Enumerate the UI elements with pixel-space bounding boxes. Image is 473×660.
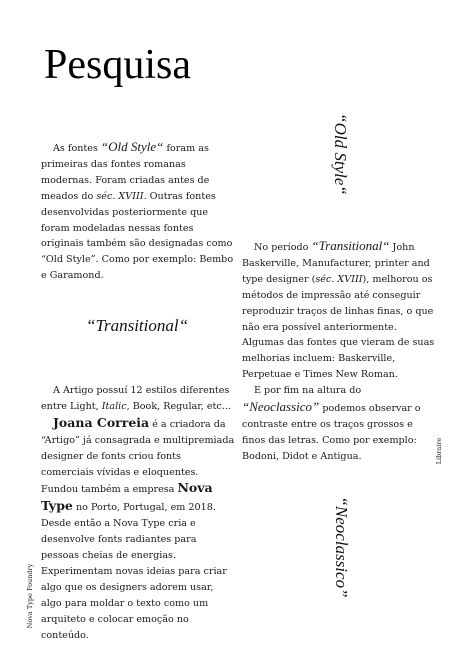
heading-old-style-vertical: “Old Style“ — [331, 113, 350, 195]
name-joana-correia: Joana Correia — [53, 414, 150, 430]
left-paragraph-old-style: As fontes “Old Style“ foram as primeiras das fontes romanas modernas. Foram criadas antes de meados do séc. XVIII. Outras fontes desenvolvidas posteriormente que foram modeladas nessas fontes originais também são designadas como “Old Style”. Como por exemplo: Bembo e Garamond. — [41, 139, 234, 282]
quote-transitional: “Transitional“ — [311, 238, 390, 253]
heading-transitional: “Transitional“ — [86, 316, 189, 335]
side-label-foundry: Nova Type Foundry — [26, 563, 34, 629]
quote-neoclassico: “Neoclassico” — [242, 399, 320, 415]
left-paragraph-artigo: A Artigo possuí 12 estilos diferentes entre Light, Italic, Book, Regular, etc... Joana Correia é a criadora da “Artigo” já consagrada e multipremiada designer de fonts criou fonts comerciais vívidas e eloquentes. Fundou também a empresa Nova Type no Porto, Portugal, em 2018. Desde então a Nova Type cria e desenvolve fonts radiantes para pessoas cheias de energias. Experimentam novas ideias para criar algo que os designers adorem usar, algo para moldar o texto como um arquiteto e colocar emoção no conteúdo. — [41, 385, 235, 641]
brand-nova-type: Nova Type — [41, 480, 213, 514]
right-paragraph-transitional: No período “Transitional“ John Baskerville, Manufacturer, printer and type designer (séc. XVIII), melhorou os métodos de impressão até conseguir reproduzir traços de linhas finas, o que não era possível anteriormente. Algumas das fontes que vieram de suas melhorias incluem: Baskerville, Perpetuae e Times New Roman. E por fim na altura do “Neoclassico” podemos observar o contraste entre os traços grossos e finos das letras. Como por exemplo: Bodoni, Didot e Antigua. — [242, 238, 435, 462]
quote-old-style: “Old Style“ — [100, 139, 164, 154]
page-title: Pesquisa — [44, 42, 191, 88]
side-label-libraire: Libraire — [435, 437, 443, 465]
heading-neoclassico-vertical: “Neoclassico” — [332, 496, 351, 598]
